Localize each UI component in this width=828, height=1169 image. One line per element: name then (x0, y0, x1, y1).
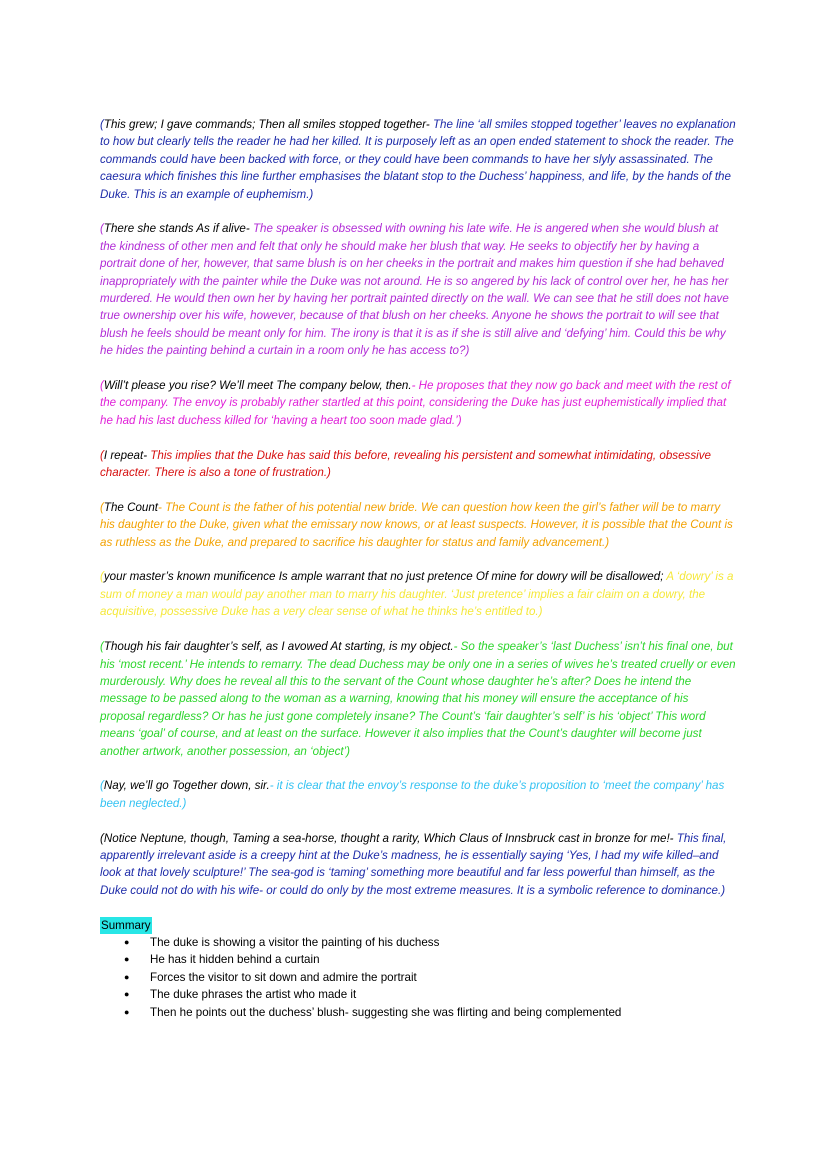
summary-item: ● The duke is showing a visitor the painting of his duchess (100, 934, 736, 951)
summary-section (100, 917, 736, 1021)
open-paren: ( (100, 222, 104, 236)
poem-quote: Though his fair daughter’s self, as I avowed At starting, is my object. (103, 640, 454, 654)
annotation-comment: This implies that the Duke has said this before, revealing his persistent and somewhat intimidating, obsessive character. There is also a tone of frustration.) (100, 448, 711, 480)
annotation-paragraph (100, 116, 736, 203)
poem-quote: Will’t please you rise? We’ll meet The company below, then. (103, 379, 412, 393)
poem-quote: your master’s known munificence Is ample warrant that no just pretence Of mine for dowry will be disallowed; (103, 570, 664, 584)
annotation-comment: The speaker is obsessed with owning his late wife. He is angered when she would blush at the kindness of other men and felt that only he should make her blush that way. He seeks to objectify her by having a portrait done of her, however, that same blush is on her cheeks in the portrait and makes him question if she had behaved inappropriately with the painter while the Duke was not around. He is so angered by his lack of control over her, he has her murdered. He would then own her by having her portrait painted directly on the wall. We can see that he still does not have true ownership over his wife, however, because of that blush on her cheeks. Anyone he shows the portrait to will see that blush he feels should be meant only for him. The irony is that it is as if she is still alive and ‘defying’ him. Could this be why he hides the painting behind a curtain in a room only he has access to?) (100, 222, 729, 358)
annotation-paragraph (100, 499, 736, 551)
annotation-comment: A ‘dowry’ is a sum of money a man would pay another man to marry his daughter. ‘Just pretence’ implies a fair claim on a dowry, the acquisitive, possessive Duke has a very clear sense of what he thinks he’s entitled to.) (100, 570, 734, 619)
open-paren: ( (100, 640, 104, 654)
poem-quote: There she stands As if alive- (103, 222, 250, 236)
open-paren: ( (100, 779, 104, 793)
annotation-paragraph (100, 830, 736, 900)
annotation-paragraph (100, 777, 736, 812)
annotation-comment: - it is clear that the envoy’s response to the duke’s proposition to ‘meet the company’ has been neglected.) (100, 779, 725, 810)
annotation-comment: The line ‘all smiles stopped together’ leaves no explanation to how but clearly tells the reader he had her killed. It is purposely left as an open ended statement to shock the reader. The commands could have been backed with force, or they could have been commands to have her slyly assassinated. The caesura which finishes this line further emphasises the blatant stop to the Duchess’ happiness, and life, by the hands of the Duke. This is an example of euphemism.) (100, 118, 736, 201)
summary-list (100, 934, 736, 1021)
open-paren: ( (100, 448, 104, 462)
open-paren: ( (100, 118, 104, 131)
summary-item: ● The duke phrases the artist who made it (100, 986, 736, 1003)
poem-quote: I repeat- (103, 448, 148, 462)
summary-item: ● Then he points out the duchess’ blush- suggesting she was flirting and being complemented (100, 1004, 736, 1021)
annotation-comment: - So the speaker’s ‘last Duchess’ isn’t his final one, but his ‘most recent.’ He intends to remarry. The dead Duchess may be only one in a series of wives he’s treated cruelly or even murderously. Why does he reveal all this to the servant of the Count whose daughter he’s after? Does he intend the message to be passed along to the woman as a warning, knowing that his money will ensure the acceptance of his proposal regardless? Or has he just gone completely insane? The Count’s ‘fair daughter’s self’ is his ‘object’ This word means ‘goal’ of course, and at least on the surface. However it also implies that the Count’s daughter will become just another artwork, another possession, an ‘object’) (100, 640, 736, 758)
annotation-paragraph (100, 377, 736, 429)
annotation-comment: - He proposes that they now go back and meet with the rest of the company. The envoy is probably rather startled at this point, considering the Duke has just euphemistically implied that he had his last duchess killed for ‘having a heart too soon made glad.’) (100, 379, 731, 427)
poem-quote: The Count (103, 500, 159, 514)
open-paren: ( (100, 500, 104, 514)
annotation-comment: - The Count is the father of his potential new bride. We can question how keen the girl’s father will be to marry his daughter to the Duke, given what the emissary now knows, or at least suspects. However, it is possible that the Count is as ruthless as the Duke, and prepared to sacrifice his daughter for status and family advancement.) (100, 500, 733, 549)
open-paren: ( (100, 570, 104, 584)
poem-quote: Notice Neptune, though, Taming a sea-horse, thought a rarity, Which Claus of Innsbruck cast in bronze for me!- (103, 831, 674, 845)
open-paren: ( (100, 831, 104, 845)
summary-item: ● Forces the visitor to sit down and admire the portrait (100, 969, 736, 986)
open-paren: ( (100, 379, 104, 393)
annotation-paragraph (100, 638, 736, 760)
annotation-paragraphs (100, 116, 736, 899)
document-page (100, 116, 736, 1021)
annotation-paragraph (100, 447, 736, 482)
summary-heading: Summary (100, 917, 152, 934)
poem-quote: This grew; I gave commands; Then all smiles stopped together- (103, 118, 430, 131)
annotation-paragraph (100, 220, 736, 359)
poem-quote: Nay, we’ll go Together down, sir. (103, 779, 270, 793)
annotation-paragraph (100, 568, 736, 620)
summary-item: ● He has it hidden behind a curtain (100, 951, 736, 968)
annotation-comment: This final, apparently irrelevant aside is a creepy hint at the Duke’s madness, he is essentially saying ‘Yes, I had my wife killed–and look at that lovely sculpture!’ The sea-god is ‘taming’ something more beautiful and far less powerful than himself, as the Duke could not do with his wife- or could do only by the most extreme measures. It is a symbolic reference to dominance.) (100, 831, 727, 897)
